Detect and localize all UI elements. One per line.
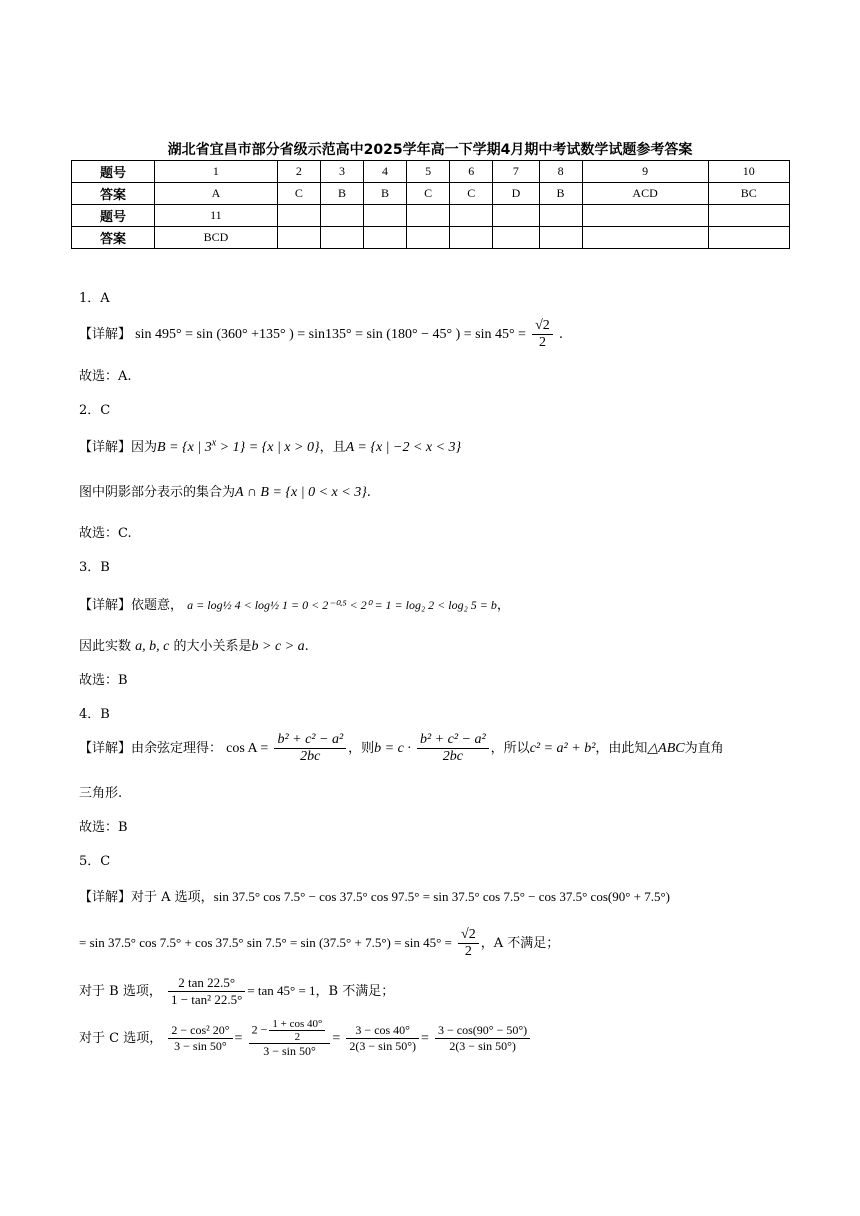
q5-a-fraction	[458, 927, 479, 960]
q2-text: ，且	[319, 440, 346, 455]
table-cell	[450, 205, 493, 227]
q1-expression: sin 495° = sin (360° +135° ) = sin135° = sin (180° − 45° ) = sin 45° =	[135, 327, 526, 342]
fraction-numerator: b² + c² − a²	[417, 732, 489, 749]
q1-heading: 1．A	[79, 291, 110, 306]
q3-text: ，	[496, 598, 510, 613]
row-label: 题号	[72, 205, 155, 227]
fraction-denominator: 2	[464, 944, 472, 959]
q5-b-fraction	[168, 975, 245, 1008]
q2-heading: 2．C	[79, 403, 111, 418]
q5-text: ，B 不满足；	[315, 984, 395, 999]
fraction-numerator	[249, 1018, 331, 1044]
table-cell: C	[407, 183, 450, 205]
table-row	[72, 227, 790, 249]
q4-b-eq: b = c ·	[374, 741, 411, 756]
fraction-numerator: √2	[458, 927, 479, 944]
table-cell	[708, 227, 789, 249]
table-cell	[320, 205, 363, 227]
row-label: 答案	[72, 183, 155, 205]
table-cell	[364, 205, 407, 227]
fraction-denominator: 2	[294, 1031, 301, 1043]
q2-intersection: A ∩ B = {x | 0 < x < 3}	[235, 485, 367, 500]
table-cell: B	[539, 183, 582, 205]
detail-label: 【详解】	[79, 890, 132, 905]
q2-text: .	[366, 485, 371, 500]
table-cell: C	[450, 183, 493, 205]
detail-label: 【详解】	[79, 598, 132, 613]
table-cell	[407, 227, 450, 249]
q4-text: ，所以	[490, 741, 530, 756]
q4-detail-line1	[79, 732, 724, 765]
detail-label: 【详解】	[79, 440, 132, 455]
table-cell	[320, 227, 363, 249]
q4-text: ，则	[348, 741, 375, 756]
q4-text: ，由此知	[595, 741, 648, 756]
q3-text: 依题意，	[131, 598, 184, 613]
q5-text: 对于 B 选项，	[79, 984, 162, 999]
table-cell	[708, 205, 789, 227]
fraction-numerator: 2 − cos² 20°	[168, 1023, 232, 1039]
fraction-denominator: 2(3 − sin 50°)	[449, 1039, 516, 1053]
table-cell	[277, 227, 320, 249]
q3-order: b > c > a	[251, 639, 305, 654]
q5-c-fraction-1	[168, 1023, 232, 1054]
q3-detail-line2	[79, 635, 309, 655]
q2-exponent: x	[211, 437, 217, 449]
table-cell: 1	[155, 161, 278, 183]
q2-set-a: A = {x | −2 < x < 3}	[345, 440, 462, 455]
q3-heading: 3．B	[79, 560, 110, 575]
table-cell	[364, 227, 407, 249]
detail-label: 【详解】	[79, 327, 132, 342]
table-cell	[407, 205, 450, 227]
fraction-denominator: 2bc	[300, 749, 321, 764]
table-cell: 6	[450, 161, 493, 183]
fraction-numerator: 3 − cos(90° − 50°)	[435, 1023, 530, 1039]
q2-text: 因为	[131, 440, 158, 455]
row-label: 题号	[72, 161, 155, 183]
q5-a-expr1: sin 37.5° cos 7.5° − cos 37.5° cos 97.5° = sin 37.5° cos 7.5° − cos 37.5° cos(90° + 7.5°)	[213, 889, 671, 904]
q5-heading: 5．C	[79, 854, 111, 869]
q3-text: 的大小关系是	[173, 639, 252, 654]
table-cell	[539, 227, 582, 249]
q3-choice: 故选：B	[79, 673, 128, 688]
table-row	[72, 183, 790, 205]
q4-triangle: △ABC	[647, 741, 685, 756]
fraction-numerator: 2 tan 22.5°	[168, 975, 245, 992]
q2-set-b	[157, 437, 320, 455]
table-cell: 4	[364, 161, 407, 183]
q5-option-a-line1	[79, 886, 670, 905]
table-cell: B	[364, 183, 407, 205]
table-cell: 5	[407, 161, 450, 183]
q5-c-fraction-2	[249, 1018, 331, 1059]
q1-fraction	[532, 318, 553, 351]
q5-text: 对于 C 选项，	[79, 1031, 163, 1046]
q4-text: 为直角	[684, 741, 724, 756]
table-cell	[450, 227, 493, 249]
q5-option-a-line2	[79, 927, 559, 960]
q1-choice: 故选：A.	[79, 369, 132, 384]
q5-c-fraction-4	[435, 1023, 530, 1054]
table-cell	[582, 205, 708, 227]
q3-detail-line1	[79, 594, 510, 613]
q5-option-b	[79, 975, 394, 1008]
c2-num-a: 2 −	[251, 1022, 268, 1037]
q4-choice: 故选：B	[79, 820, 128, 835]
table-cell: 3	[320, 161, 363, 183]
table-cell: 2	[277, 161, 320, 183]
table-cell	[277, 205, 320, 227]
table-cell: 11	[155, 205, 278, 227]
table-cell: 7	[493, 161, 539, 183]
q3-text: 因此实数	[79, 639, 132, 654]
table-cell: 10	[708, 161, 789, 183]
fraction-denominator: 2(3 − sin 50°)	[349, 1039, 416, 1053]
q4-text: 由余弦定理得：	[131, 741, 223, 756]
nested-fraction	[269, 1018, 325, 1043]
table-cell: A	[155, 183, 278, 205]
q2-set-b-part: B = {x | 3	[157, 440, 212, 455]
table-cell: BCD	[155, 227, 278, 249]
table-cell: 9	[582, 161, 708, 183]
table-cell: D	[493, 183, 539, 205]
q3-text: .	[304, 639, 309, 654]
fraction-numerator: 3 − cos 40°	[346, 1023, 419, 1039]
q5-a-expr2: = sin 37.5° cos 7.5° + cos 37.5° sin 7.5° = sin (37.5° + 7.5°) = sin 45° =	[79, 935, 452, 950]
detail-label: 【详解】	[79, 741, 132, 756]
q5-b-rest: = tan 45° = 1	[247, 983, 316, 998]
answer-table	[71, 160, 790, 249]
table-cell: B	[320, 183, 363, 205]
q2-set-b-rest: > 1} = {x | x > 0}	[216, 440, 320, 455]
q4-detail-line2: 三角形.	[79, 786, 123, 801]
q4-heading: 4．B	[79, 707, 110, 722]
q4-fraction	[274, 732, 346, 765]
fraction-numerator: √2	[532, 318, 553, 335]
q2-detail-line1	[79, 436, 461, 456]
q5-text: 对于 A 选项，	[131, 890, 214, 905]
table-cell	[493, 205, 539, 227]
table-row	[72, 161, 790, 183]
fraction-denominator: 3 − sin 50°	[174, 1039, 227, 1053]
q5-text: ，A 不满足；	[480, 936, 560, 951]
q2-text: 图中阴影部分表示的集合为	[79, 485, 236, 500]
q1-end: .	[558, 327, 564, 342]
q2-detail-line2	[79, 481, 371, 501]
table-cell	[582, 227, 708, 249]
q3-variables: a, b, c	[135, 639, 170, 654]
fraction-denominator: 2	[538, 335, 546, 350]
row-label: 答案	[72, 227, 155, 249]
fraction-denominator: 3 − sin 50°	[263, 1044, 316, 1058]
q3-inequality: a = log½ 4 < log½ 1 = 0 < 2⁻⁰·⁵ < 2⁰ = 1 = log₂ 2 < log₂ 5 = b	[187, 598, 497, 612]
q4-fraction-2	[417, 732, 489, 765]
q4-cos-a: cos A =	[226, 741, 269, 756]
table-cell: ACD	[582, 183, 708, 205]
table-cell: C	[277, 183, 320, 205]
fraction-denominator: 1 − tan² 22.5°	[170, 992, 243, 1007]
table-cell: BC	[708, 183, 789, 205]
table-row	[72, 205, 790, 227]
table-cell	[493, 227, 539, 249]
table-cell: 8	[539, 161, 582, 183]
q5-c-fraction-3	[346, 1023, 419, 1054]
fraction-numerator: b² + c² − a²	[274, 732, 346, 749]
q1-detail	[79, 318, 563, 351]
fraction-denominator: 2bc	[442, 749, 463, 764]
table-cell	[539, 205, 582, 227]
fraction-numerator: 1 + cos 40°	[269, 1018, 325, 1031]
q5-option-c: 对于 C 选项， $\frac{\text{2 − cos² 20°}}{3 - \sin 50^\circ}$ = 2 − $\frac{1 + \cos 40^\circ}{2}$ 3 − sin 50° = $\frac{3 - \cos 40^\circ}{2(3 - \sin 50^\circ)}$ = $\frac{3 - \cos(90^\circ - 50^\circ)}{2(3 - \sin 50^\circ)}$	[79, 1018, 532, 1059]
q4-pythagoras: c² = a² + b²	[529, 741, 596, 756]
q2-choice: 故选：C.	[79, 526, 132, 541]
document-title: 湖北省宜昌市部分省级示范高中2025学年高一下学期4月期中考试数学试题参考答案	[167, 142, 693, 158]
